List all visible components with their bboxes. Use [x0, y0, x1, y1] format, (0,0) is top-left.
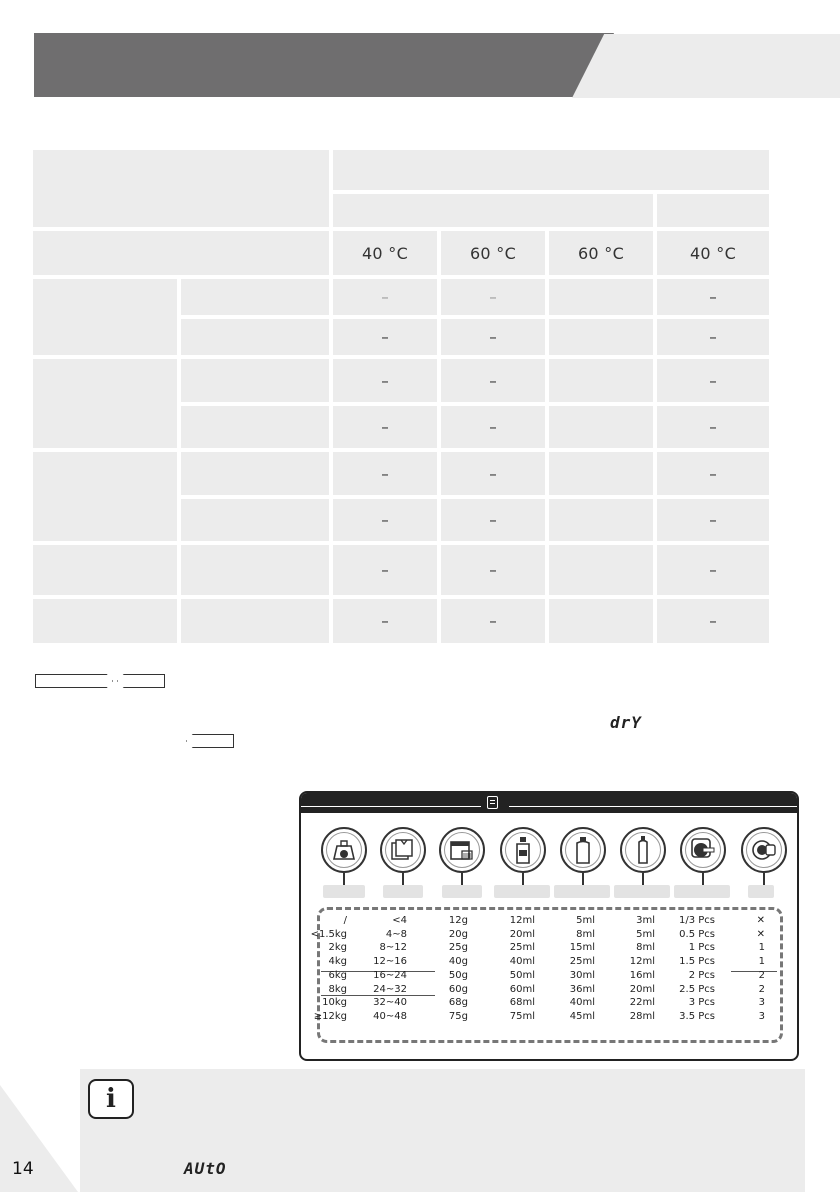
dosage-cell: 40~48	[373, 1010, 407, 1022]
row-sub-label	[181, 545, 329, 595]
table-cell: –	[441, 545, 545, 595]
row-sub-label	[181, 279, 329, 315]
row-group-label	[33, 599, 177, 643]
column-label-box	[748, 885, 774, 898]
table-cell: –	[441, 279, 545, 315]
dosage-row	[301, 1011, 799, 1024]
dosage-cell: 68ml	[509, 997, 535, 1009]
table-cell: –	[657, 406, 769, 448]
dosage-cell: 12g	[448, 915, 468, 926]
table-cell: –	[333, 359, 437, 402]
display-code-dry: drY	[610, 713, 642, 732]
dosage-cell: 12ml	[629, 956, 655, 968]
dosage-cell: 45ml	[569, 1010, 595, 1022]
dosage-cell: 15ml	[569, 942, 595, 954]
dosage-row	[301, 984, 799, 997]
section-header-tab	[572, 34, 840, 98]
table-cell: –	[441, 599, 545, 643]
dosage-cell: 40g	[448, 956, 468, 968]
row-sub-label	[181, 359, 329, 402]
tablet-icon	[741, 827, 787, 873]
dosage-cell: 40ml	[569, 997, 595, 1009]
dosage-cell: 5ml	[636, 928, 655, 940]
row-sub-label	[181, 406, 329, 448]
dosage-cell: 1.5 Pcs	[679, 956, 715, 968]
info-box	[80, 1069, 805, 1192]
table-cell: –	[333, 279, 437, 315]
display-code-auto: AUtO	[184, 1159, 227, 1178]
arrow-left-icon	[186, 734, 234, 748]
table-cell: –	[441, 499, 545, 541]
page-number: 14	[12, 1159, 34, 1179]
dosage-cell: 2	[758, 983, 765, 995]
temp-cell: 60 °C	[549, 231, 653, 275]
table-cell: –	[441, 406, 545, 448]
table-cell: –	[333, 545, 437, 595]
dosage-cell: 8ml	[576, 928, 595, 940]
column-label-box	[323, 885, 365, 898]
dosage-cell: 2.5 Pcs	[679, 983, 715, 995]
dosage-cell: 1/3 Pcs	[678, 915, 715, 926]
table-cell: –	[333, 319, 437, 355]
table-cell: –	[657, 319, 769, 355]
column-label-box	[614, 885, 670, 898]
dosage-cell: 75g	[448, 1010, 468, 1022]
dosage-cell: 60g	[448, 983, 468, 995]
dosage-cell: <4	[392, 915, 407, 926]
dosage-cell: ≥12kg	[313, 1010, 347, 1022]
table-header-subgroup-1	[333, 194, 653, 227]
powder-box-icon	[439, 827, 485, 873]
table-cell	[549, 319, 653, 355]
table-header-subgroup-2	[657, 194, 769, 227]
dosage-row	[301, 970, 799, 983]
column-label-box	[554, 885, 610, 898]
table-cell: –	[657, 279, 769, 315]
dosage-cell: 8~12	[379, 942, 407, 954]
table-cell: –	[333, 599, 437, 643]
table-cell	[549, 359, 653, 402]
dosage-cell: 25g	[448, 942, 468, 954]
table-cell: –	[657, 452, 769, 495]
row-group-label	[33, 359, 177, 448]
dosage-cell: 36ml	[569, 983, 595, 995]
table-cell	[549, 545, 653, 595]
dosage-cell: 10kg	[322, 997, 347, 1009]
dosage-cell: 2 Pcs	[688, 969, 715, 981]
dosage-cell: ✕	[756, 915, 765, 926]
table-cell	[549, 499, 653, 541]
table-cell	[549, 599, 653, 643]
temp-cell: 40 °C	[333, 231, 437, 275]
dosage-cell: 12~16	[373, 956, 407, 968]
scale-icon	[321, 827, 367, 873]
table-cell	[549, 452, 653, 495]
table-cell: –	[657, 599, 769, 643]
dosage-cell: 60ml	[509, 983, 535, 995]
dosage-cell: 0.5 Pcs	[679, 928, 715, 940]
table-cell: –	[333, 406, 437, 448]
row-sub-label	[181, 499, 329, 541]
document-icon	[487, 796, 498, 809]
dosage-cell: 8kg	[328, 983, 347, 995]
dosage-row	[301, 956, 799, 969]
row-sub-label	[181, 319, 329, 355]
row-sub-label	[181, 452, 329, 495]
table-header-group	[333, 150, 769, 190]
dosage-cell: 20ml	[509, 928, 535, 940]
dosage-cell: 3ml	[636, 915, 655, 926]
dosage-row	[301, 942, 799, 955]
section-header-bar	[34, 33, 614, 97]
dosage-cell: 3	[758, 1010, 765, 1022]
column-label-box	[674, 885, 730, 898]
dosage-cell: 25ml	[569, 956, 595, 968]
table-cell	[549, 279, 653, 315]
temp-cell: 60 °C	[441, 231, 545, 275]
dosage-cell: 68g	[448, 997, 468, 1009]
table-cell: –	[657, 359, 769, 402]
dosage-cell: 16ml	[629, 969, 655, 981]
dosage-cell: 28ml	[629, 1010, 655, 1022]
dosage-cell: 24~32	[373, 983, 407, 995]
dosage-cell: 2kg	[328, 942, 347, 954]
dosage-cell: 20g	[448, 928, 468, 940]
table-cell: –	[657, 499, 769, 541]
dosage-row	[301, 929, 799, 942]
dosage-cell: 2	[758, 969, 765, 981]
pod-icon	[680, 827, 726, 873]
dosage-cell: 6kg	[328, 969, 347, 981]
row-group-label	[33, 545, 177, 595]
dosage-cell: 4kg	[328, 956, 347, 968]
liquid-bottle-icon	[500, 827, 546, 873]
softener-bottle-icon	[560, 827, 606, 873]
dosage-cell: ✕	[756, 928, 765, 940]
dosage-cell: 8ml	[636, 942, 655, 954]
table-cell: –	[441, 319, 545, 355]
dosage-cell: 5ml	[576, 915, 595, 926]
row-sub-label	[181, 599, 329, 643]
dosage-cell: 20ml	[629, 983, 655, 995]
dosage-cell: 3.5 Pcs	[679, 1010, 715, 1022]
panel-top-bar	[301, 793, 797, 813]
dosage-cell: 40ml	[509, 956, 535, 968]
temp-cell: 40 °C	[657, 231, 769, 275]
row-group-label	[33, 279, 177, 355]
table-cell	[549, 406, 653, 448]
table-cell: –	[657, 545, 769, 595]
dosage-cell: 1	[758, 942, 765, 954]
table-cell: –	[441, 452, 545, 495]
table-header-empty	[33, 150, 329, 227]
table-cell: –	[333, 452, 437, 495]
arrow-left-icon	[117, 674, 165, 688]
dosage-cell: 25ml	[509, 942, 535, 954]
dosage-cell: 22ml	[629, 997, 655, 1009]
row-group-label	[33, 452, 177, 541]
dosage-cell: 4~8	[385, 928, 407, 940]
dosage-cell: 3	[758, 997, 765, 1009]
dosage-panel	[299, 791, 799, 1061]
dosage-cell: 50ml	[509, 969, 535, 981]
column-label-box	[494, 885, 550, 898]
dosage-cell: 30ml	[569, 969, 595, 981]
dosage-cell: 32~40	[373, 997, 407, 1009]
dosage-cell: 75ml	[509, 1010, 535, 1022]
dosage-cell: 3 Pcs	[688, 997, 715, 1009]
dosage-cell: 1	[758, 956, 765, 968]
dosage-cell: 50g	[448, 969, 468, 981]
dosage-cell: 12ml	[509, 915, 535, 926]
spray-bottle-icon	[620, 827, 666, 873]
dosage-cell: <1.5kg	[310, 928, 347, 940]
dosage-cell: 16~24	[373, 969, 407, 981]
dosage-row	[301, 915, 799, 928]
table-cell: –	[333, 499, 437, 541]
dosage-cell: /	[343, 915, 347, 926]
info-icon: i	[88, 1079, 134, 1119]
dosage-cell: 1 Pcs	[688, 942, 715, 954]
shirts-icon	[380, 827, 426, 873]
dosage-row	[301, 997, 799, 1010]
arrow-right-icon	[35, 674, 113, 688]
programme-table	[33, 150, 769, 643]
column-label-box	[442, 885, 482, 898]
temp-row-label	[33, 231, 329, 275]
column-label-box	[383, 885, 423, 898]
table-cell: –	[441, 359, 545, 402]
